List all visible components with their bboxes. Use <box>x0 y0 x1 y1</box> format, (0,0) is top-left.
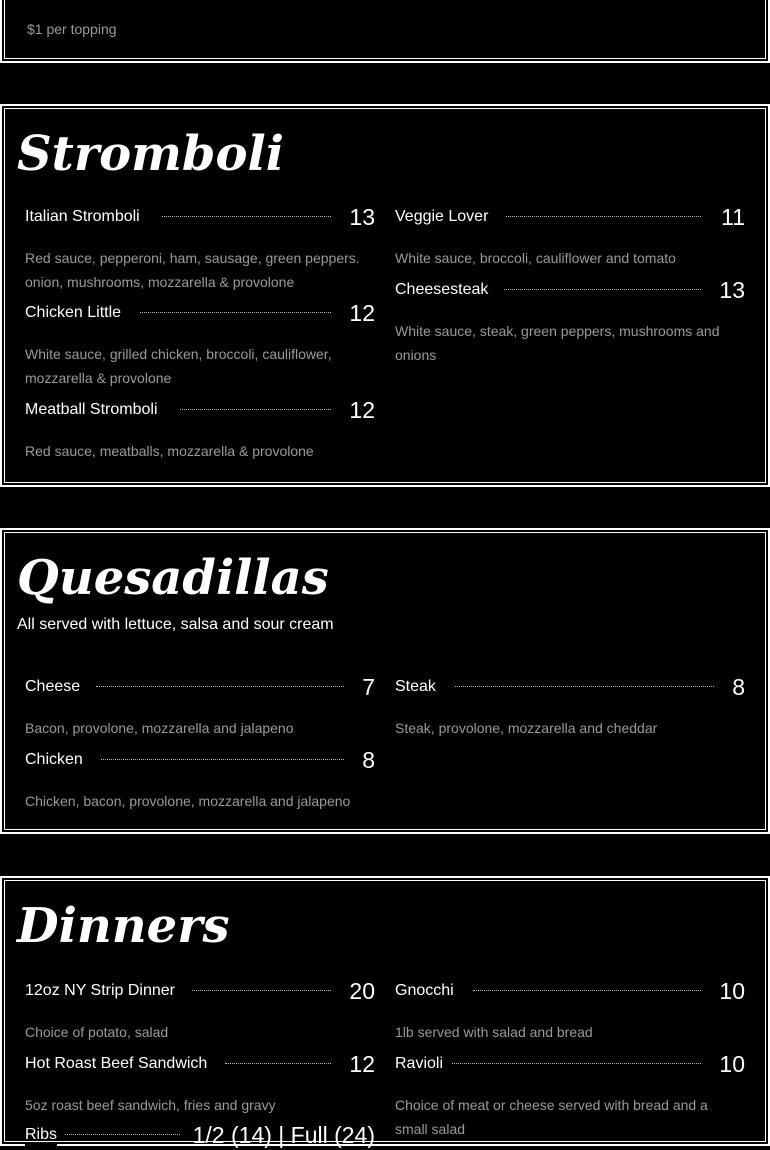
menu-item-gnocchi <box>395 976 745 1006</box>
item-price: 12 <box>349 1051 375 1077</box>
quesadillas-section <box>0 528 770 834</box>
item-price: 12 <box>349 300 375 326</box>
menu-item-ravioli <box>395 1049 745 1079</box>
dot-leader <box>225 1063 331 1064</box>
item-description: Choice of meat or cheese served with bread and a small salad <box>395 1097 708 1137</box>
item-price: 1/2 (14) | Full (24) <box>192 1122 375 1148</box>
dinners-section <box>0 876 770 1146</box>
menu-item-chicken-little <box>25 298 375 328</box>
dot-leader <box>180 409 331 410</box>
quesadillas-title: Quesadillas <box>17 550 329 606</box>
item-price: 8 <box>362 747 375 773</box>
item-price: 10 <box>719 1051 745 1077</box>
item-price: 13 <box>719 277 745 303</box>
item-description: Chicken, bacon, provolone, mozzarella and jalapeno <box>25 793 351 809</box>
toppings-panel <box>0 0 770 63</box>
menu-item-cheesesteak <box>395 275 745 305</box>
menu-item-hot-roast-beef-sandwich <box>25 1049 375 1079</box>
item-name: Italian Stromboli <box>25 202 140 232</box>
item-price: 12 <box>349 397 375 423</box>
item-name: Gnocchi <box>395 976 454 1006</box>
item-name: Ribs <box>25 1120 57 1150</box>
item-description: Choice of potato, salad <box>25 1024 169 1040</box>
item-name: Cheesesteak <box>395 275 488 305</box>
item-name: Cheese <box>25 672 80 702</box>
item-description: White sauce, grilled chicken, broccoli, cauliflower, mozzarella & provolone <box>25 346 332 386</box>
topping-price-note: $1 per topping <box>27 21 117 37</box>
item-name: 12oz NY Strip Dinner <box>25 976 175 1006</box>
dot-leader <box>504 289 701 290</box>
dot-leader <box>455 686 714 687</box>
item-description: White sauce, broccoli, cauliflower and tomato <box>395 250 676 266</box>
dot-leader <box>506 216 701 217</box>
stromboli-section <box>0 104 770 487</box>
dinners-title: Dinners <box>17 898 230 954</box>
dot-leader <box>473 990 701 991</box>
item-name: Ravioli <box>395 1049 443 1079</box>
dot-leader <box>192 990 331 991</box>
dot-leader <box>140 312 331 313</box>
menu-item-veggie-lover <box>395 202 745 232</box>
item-description: Steak, provolone, mozzarella and cheddar <box>395 720 658 736</box>
item-price: 20 <box>349 978 375 1004</box>
quesadillas-subtitle: All served with lettuce, salsa and sour cream <box>17 616 334 633</box>
item-price: 13 <box>349 204 375 230</box>
menu-item-meatball-stromboli <box>25 395 375 425</box>
dot-leader <box>162 216 331 217</box>
stromboli-title: Stromboli <box>17 126 284 182</box>
item-price: 11 <box>721 204 745 230</box>
item-description: Red sauce, pepperoni, ham, sausage, green peppers. onion, mushrooms, mozzarella & provolone <box>25 250 360 290</box>
menu-item-cheese-quesadilla <box>25 672 375 702</box>
item-description: White sauce, steak, green peppers, mushrooms and onions <box>395 323 720 363</box>
dot-leader <box>65 1134 180 1135</box>
item-name: Steak <box>395 672 436 702</box>
item-description: 5oz roast beef sandwich, fries and gravy <box>25 1097 276 1113</box>
dot-leader <box>96 686 344 687</box>
item-name: Hot Roast Beef Sandwich <box>25 1049 207 1079</box>
item-description: 1lb served with salad and bread <box>395 1024 593 1040</box>
item-price: 8 <box>732 674 745 700</box>
dot-leader <box>101 759 344 760</box>
item-description: Bacon, provolone, mozzarella and jalapeno <box>25 720 294 736</box>
menu-item-italian-stromboli <box>25 202 375 232</box>
item-name: Chicken Little <box>25 298 121 328</box>
menu-item-ny-strip-dinner <box>25 976 375 1006</box>
item-name: Veggie Lover <box>395 202 488 232</box>
item-name: Meatball Stromboli <box>25 395 158 425</box>
menu-item-ribs <box>25 1120 375 1150</box>
item-price: 7 <box>362 674 375 700</box>
menu-item-steak-quesadilla <box>395 672 745 702</box>
item-name: Chicken <box>25 745 83 775</box>
dot-leader <box>452 1063 701 1064</box>
item-description: Red sauce, meatballs, mozzarella & provolone <box>25 443 314 459</box>
item-price: 10 <box>719 978 745 1004</box>
menu-item-chicken-quesadilla <box>25 745 375 775</box>
